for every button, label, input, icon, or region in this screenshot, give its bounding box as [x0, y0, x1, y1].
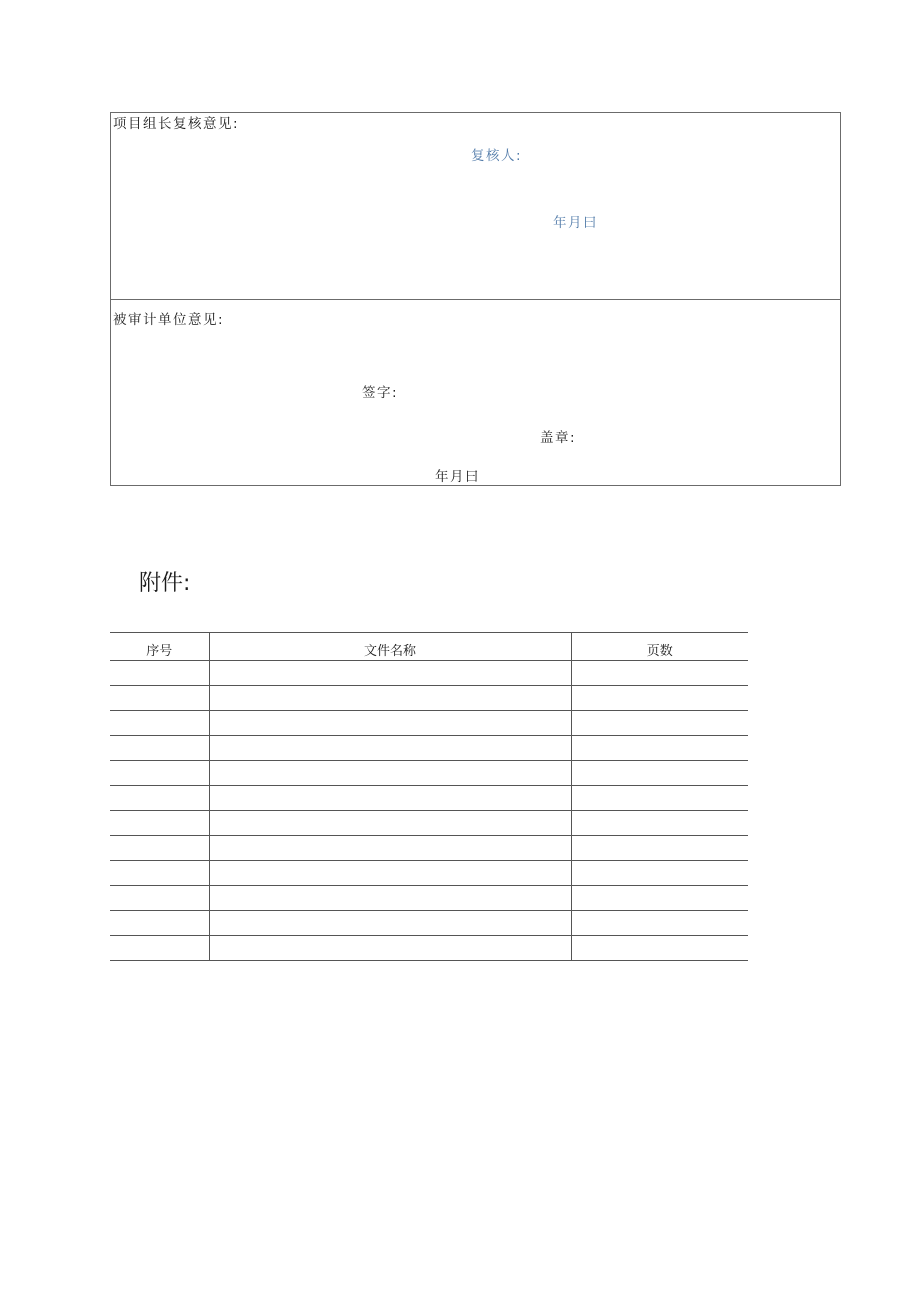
column-header-filename: 文件名称 — [209, 633, 571, 661]
table-row — [110, 686, 748, 711]
cell-pages — [571, 811, 748, 836]
table-row — [110, 736, 748, 761]
cell-pages — [571, 686, 748, 711]
auditee-opinion-label: 被审计单位意见: — [113, 312, 225, 328]
cell-index — [110, 736, 209, 761]
reviewer-label: 复核人: — [471, 148, 523, 164]
cell-filename — [209, 861, 571, 886]
table-row — [110, 911, 748, 936]
table-header-row — [110, 633, 748, 661]
cell-index — [110, 936, 209, 961]
cell-index — [110, 786, 209, 811]
leader-review-date: 年月曰 — [553, 215, 598, 231]
cell-filename — [209, 936, 571, 961]
column-header-index: 序号 — [110, 633, 209, 661]
cell-pages — [571, 736, 748, 761]
cell-pages — [571, 911, 748, 936]
cell-pages — [571, 886, 748, 911]
cell-pages — [571, 786, 748, 811]
table-row — [110, 811, 748, 836]
cell-pages — [571, 761, 748, 786]
signature-label: 签字: — [362, 385, 399, 401]
cell-pages — [571, 836, 748, 861]
auditee-date: 年月曰 — [435, 469, 480, 485]
cell-filename — [209, 911, 571, 936]
cell-filename — [209, 736, 571, 761]
table-row — [110, 936, 748, 961]
cell-pages — [571, 861, 748, 886]
table-row — [110, 836, 748, 861]
seal-label: 盖章: — [540, 430, 577, 446]
table-row — [110, 661, 748, 686]
cell-filename — [209, 836, 571, 861]
cell-index — [110, 686, 209, 711]
column-header-pages: 页数 — [571, 633, 748, 661]
cell-index — [110, 836, 209, 861]
cell-index — [110, 661, 209, 686]
cell-index — [110, 711, 209, 736]
cell-filename — [209, 811, 571, 836]
cell-filename — [209, 886, 571, 911]
cell-filename — [209, 761, 571, 786]
cell-filename — [209, 661, 571, 686]
table-row — [110, 761, 748, 786]
cell-pages — [571, 711, 748, 736]
attachments-title: 附件: — [139, 571, 191, 596]
cell-index — [110, 911, 209, 936]
review-opinion-box — [110, 112, 841, 486]
table-row — [110, 786, 748, 811]
table-row — [110, 886, 748, 911]
cell-filename — [209, 686, 571, 711]
cell-pages — [571, 936, 748, 961]
cell-filename — [209, 711, 571, 736]
leader-review-label: 项目组长复核意见: — [113, 116, 240, 132]
cell-filename — [209, 786, 571, 811]
attachments-table — [110, 632, 748, 961]
section-divider — [111, 299, 840, 300]
cell-index — [110, 861, 209, 886]
table-row — [110, 861, 748, 886]
cell-pages — [571, 661, 748, 686]
cell-index — [110, 886, 209, 911]
cell-index — [110, 761, 209, 786]
cell-index — [110, 811, 209, 836]
table-row — [110, 711, 748, 736]
